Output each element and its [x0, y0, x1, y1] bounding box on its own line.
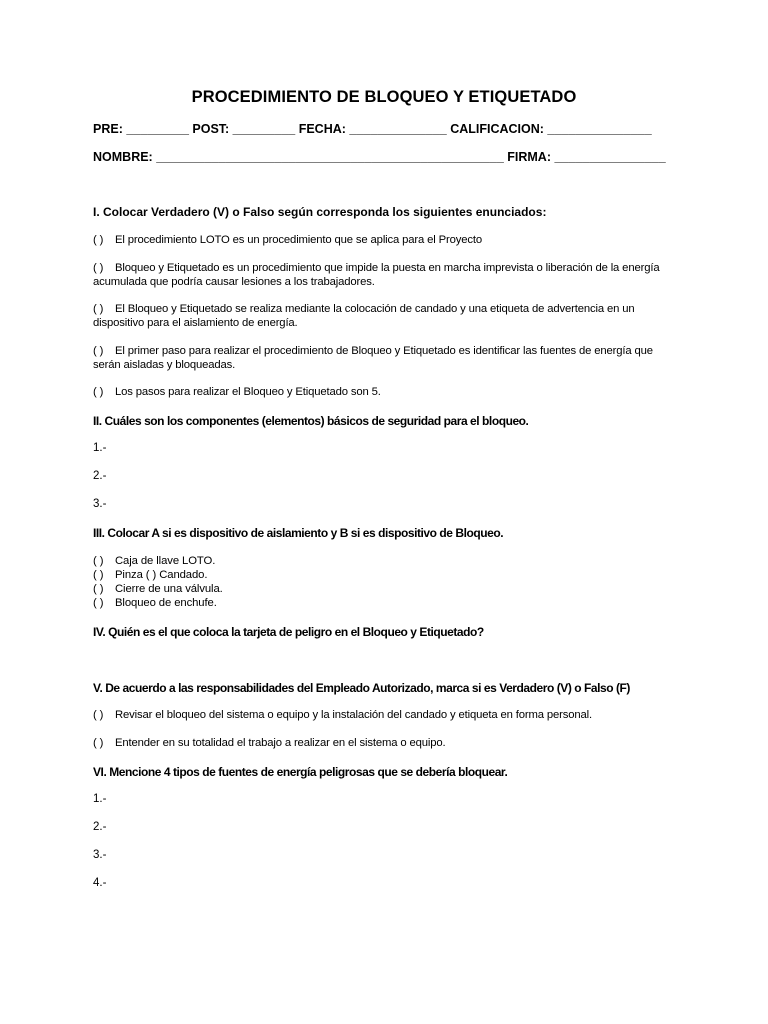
- answer-blank: ( ): [93, 386, 104, 398]
- section-3-item: [93, 582, 223, 596]
- answer-line-number: 3.-: [93, 849, 107, 861]
- section-3-list: [93, 554, 223, 610]
- answer-line-number: 1.-: [93, 442, 107, 454]
- section-5-item: [93, 709, 592, 723]
- answer-blank: ( ): [93, 234, 104, 246]
- statement-text: Revisar el bloqueo del sistema o equipo y la instalación del candado y etiqueta en forma personal.: [115, 709, 593, 721]
- device-text: Bloqueo de enchufe.: [115, 597, 217, 609]
- answer-line-number: 1.-: [93, 793, 107, 805]
- answer-line-number: 3.-: [93, 498, 107, 510]
- section-5-item: [93, 737, 446, 751]
- section-1-item: [93, 303, 635, 330]
- answer-blank: ( ): [93, 303, 104, 315]
- answer-blank: ( ): [93, 737, 104, 749]
- statement-continuation: dispositivo para el aislamiento de energía.: [93, 316, 298, 329]
- statement-text: El procedimiento LOTO es un procedimiento que se aplica para el Proyecto: [115, 234, 483, 246]
- device-text: Cierre de una válvula.: [115, 583, 223, 595]
- statement-text: El primer paso para realizar el procedimiento de Bloqueo y Etiquetado es identificar las fuentes de energía que: [115, 345, 653, 357]
- answer-line-number: 2.-: [93, 821, 107, 833]
- answer-blank: ( ): [93, 555, 104, 567]
- device-text: Pinza ( ) Candado.: [115, 569, 208, 581]
- section-3-item: [93, 596, 223, 610]
- answer-line-number: 4.-: [93, 877, 107, 889]
- section-1-item: [93, 345, 653, 372]
- section-2-heading: II. Cuáles son los componentes (elementos) básicos de seguridad para el bloqueo.: [93, 414, 529, 428]
- section-5-heading: V. De acuerdo a las responsabilidades del Empleado Autorizado, marca si es Verdadero (V) o Falso (F): [93, 681, 630, 695]
- answer-blank: ( ): [93, 262, 104, 274]
- section-3-item: [93, 568, 223, 582]
- answer-line-number: 2.-: [93, 470, 107, 482]
- statement-continuation: serán aisladas y bloqueadas.: [93, 358, 236, 371]
- statement-text: El Bloqueo y Etiquetado se realiza mediante la colocación de candado y una etiqueta de advertencia en un: [115, 303, 635, 315]
- statement-text: Los pasos para realizar el Bloqueo y Etiquetado son 5.: [115, 386, 381, 398]
- statement-text: Entender en su totalidad el trabajo a realizar en el sistema o equipo.: [115, 737, 446, 749]
- answer-blank: ( ): [93, 709, 104, 721]
- answer-blank: ( ): [93, 597, 104, 609]
- section-1-item: [93, 234, 482, 248]
- section-4-heading: IV. Quién es el que coloca la tarjeta de peligro en el Bloqueo y Etiquetado?: [93, 625, 484, 639]
- section-3-heading: III. Colocar A si es dispositivo de aislamiento y B si es dispositivo de Bloqueo.: [93, 526, 504, 540]
- section-1-item: [93, 386, 381, 400]
- section-1-heading: I. Colocar Verdadero (V) o Falso según corresponda los siguientes enunciados:: [93, 205, 547, 219]
- answer-blank: ( ): [93, 345, 104, 357]
- document-title: PROCEDIMIENTO DE BLOQUEO Y ETIQUETADO: [191, 88, 577, 106]
- answer-blank: ( ): [93, 569, 104, 581]
- section-6-heading: VI. Mencione 4 tipos de fuentes de energía peligrosas que se debería bloquear.: [93, 765, 508, 779]
- section-3-item: [93, 554, 223, 568]
- section-1-item: [93, 262, 659, 289]
- device-text: Caja de llave LOTO.: [115, 555, 216, 567]
- statement-text: Bloqueo y Etiquetado es un procedimiento que impide la puesta en marcha imprevista o liberación de la energía: [115, 262, 660, 274]
- statement-continuation: acumulada que podría causar lesiones a los trabajadores.: [93, 275, 375, 288]
- answer-blank: ( ): [93, 583, 104, 595]
- header-fields-line: PRE: _________ POST: _________ FECHA: ______________ CALIFICACION: _______________: [93, 122, 652, 136]
- name-signature-line: NOMBRE: __________________________________________________ FIRMA: ________________: [93, 150, 666, 164]
